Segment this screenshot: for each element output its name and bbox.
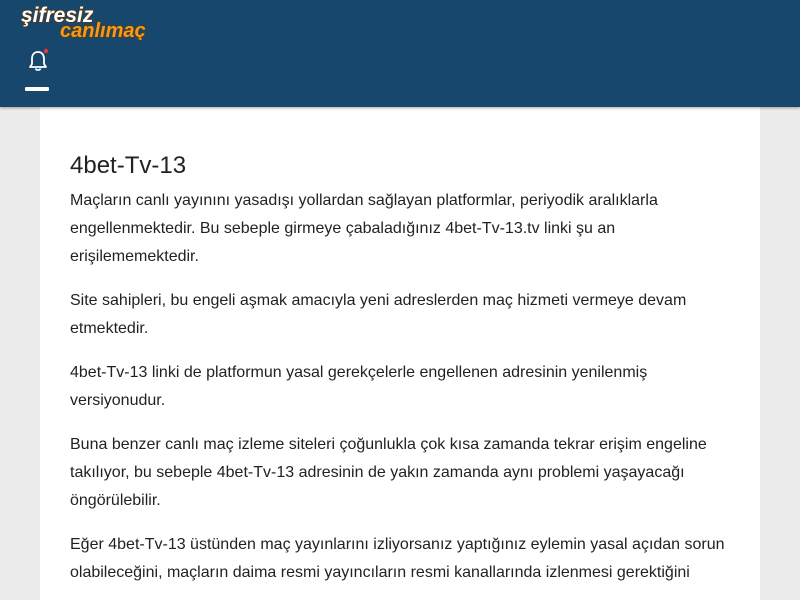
logo-text-part1: şifresiz [21,4,94,27]
article-paragraph: Buna benzer canlı maç izleme siteleri çoğunlukla çok kısa zamanda tekrar erişim engeline takılıyor, bu sebeple 4bet-Tv-13 adresinin de yakın zamanda aynı problemi yaşayacağı öngörülebilir. [70,436,707,509]
article-paragraph: Maçların canlı yayınını yasadışı yollardan sağlayan platformlar, periyodik aralıklarla engellenmektedir. Bu sebeple girmeye çabaladığınız 4bet-Tv-13.tv linki şu an erişilememektedir. [70,192,658,265]
logo-text-part2: canlımaç [60,20,146,40]
article-paragraph: 4bet-Tv-13 linki de platformun yasal gerekçelerle engellenen adresinin yenilenmiş versiyonudur. [70,364,648,409]
bell-icon[interactable] [28,48,50,72]
site-header [0,0,800,107]
site-logo[interactable] [20,2,166,40]
logo-graphic [20,2,166,40]
notification-dot [44,49,48,53]
page-title: 4bet-Tv-13 [70,152,187,179]
menu-icon[interactable] [25,87,49,91]
article-paragraph: Eğer 4bet-Tv-13 üstünden maç yayınlarını izliyorsanız yaptığınız eylemin yasal açıdan sorun olabileceğini, maçların daima resmi yayıncıların resmi kanallarında izlenmesi gerektiğini [70,536,725,581]
article-paragraph: Site sahipleri, bu engeli aşmak amacıyla yeni adreslerden maç hizmeti vermeye devam etmektedir. [70,292,687,337]
article-card [40,107,760,600]
